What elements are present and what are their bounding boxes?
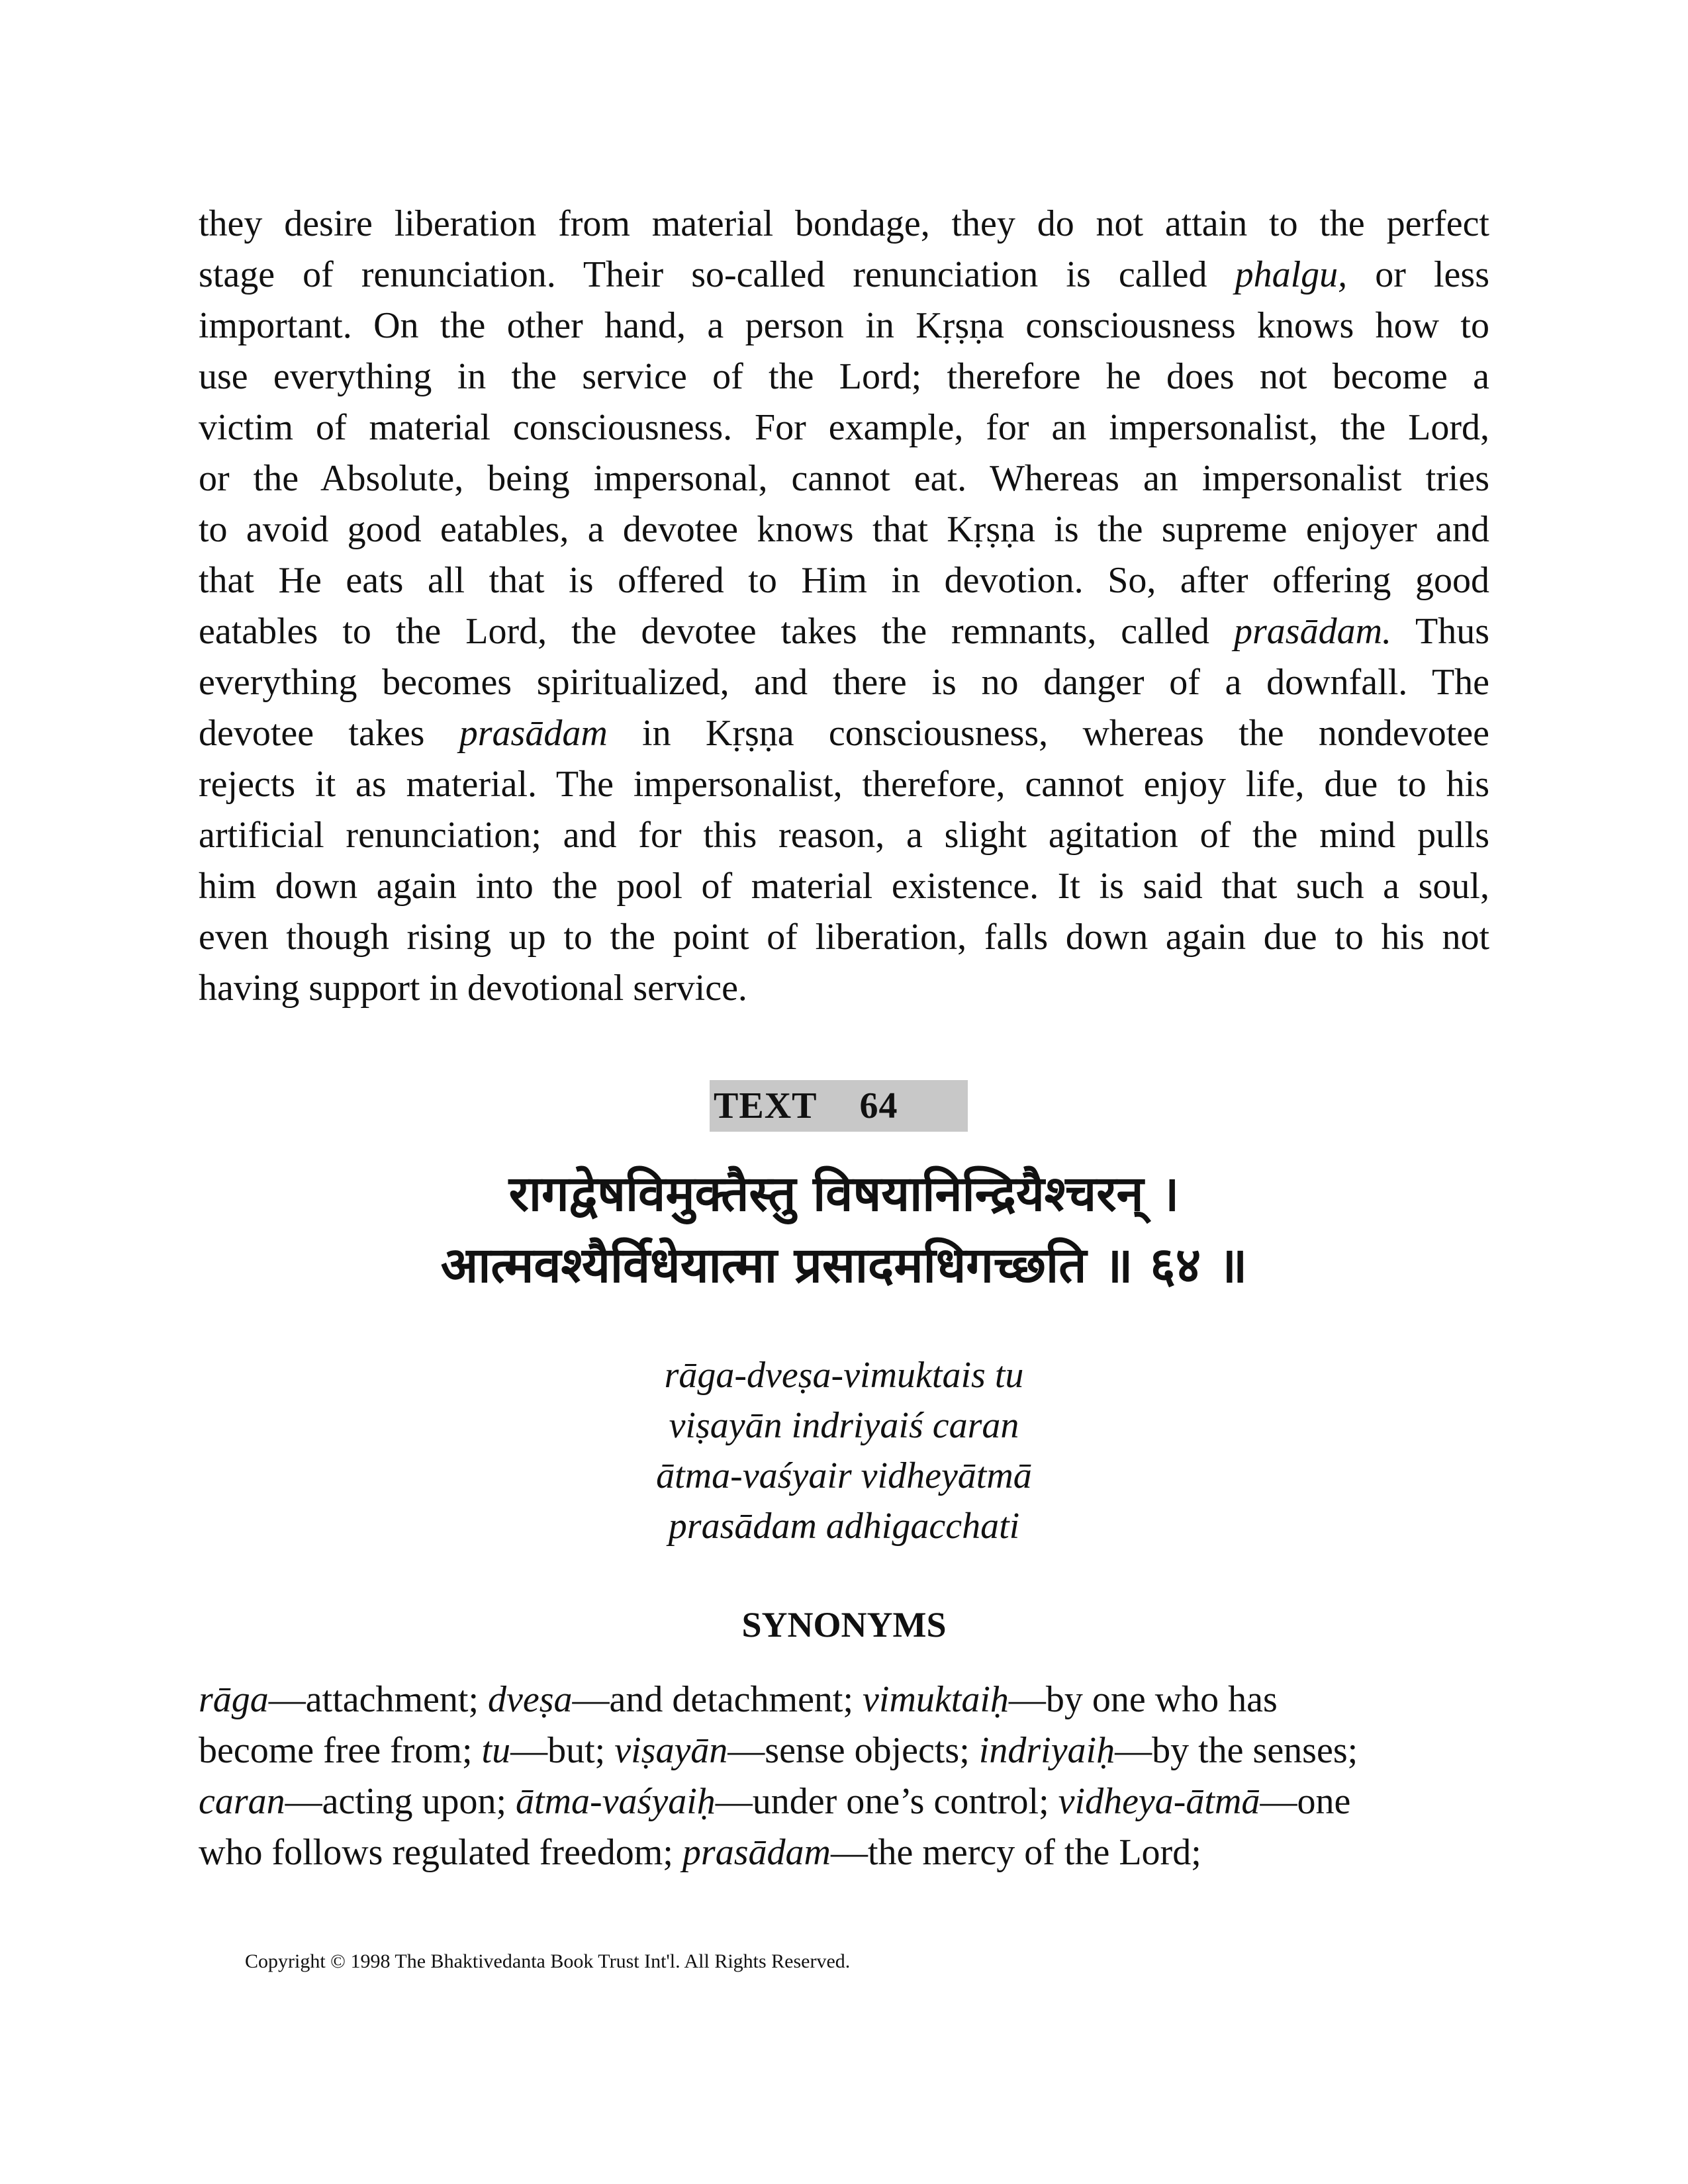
purport-line: they desire liberation from material bondage, they do not attain to the perfect	[199, 203, 1489, 244]
purport-line: that He eats all that is offered to Him in devotion. So, after offering good	[199, 560, 1489, 601]
purport-line: even though rising up to the point of liberation, falls down again due to his not	[199, 917, 1489, 958]
italic-term: tu	[481, 1730, 511, 1771]
synonym-line: rāga—attachment; dveṣa—and detachment; vimuktaiḥ—by one who has	[199, 1679, 1278, 1720]
italic-term: phalgu,	[1235, 254, 1348, 295]
purport-line: artificial renunciation; and for this reason, a slight agitation of the mind pulls	[199, 815, 1489, 856]
purport-line: or the Absolute, being impersonal, cannot eat. Whereas an impersonalist tries	[199, 458, 1489, 499]
synonyms-heading: SYNONYMS	[741, 1605, 947, 1645]
purport-line: him down again into the pool of material existence. It is said that such a soul,	[199, 866, 1489, 907]
purport-line: having support in devotional service.	[199, 968, 747, 1009]
italic-term: vimuktaiḥ	[863, 1679, 1009, 1720]
transliteration-line: viṣayān indriyaiś caran	[669, 1405, 1019, 1446]
italic-term: vidheya-ātmā	[1058, 1781, 1260, 1822]
verse-number-heading	[710, 1080, 968, 1132]
purport-text	[199, 199, 1489, 1014]
italic-term: dveṣa	[488, 1679, 573, 1720]
synonym-line: become free from; tu—but; viṣayān—sense objects; indriyaiḥ—by the senses;	[199, 1730, 1358, 1771]
text-label: TEXT	[714, 1085, 818, 1126]
synonyms-text	[199, 1674, 1489, 1878]
synonym-line: who follows regulated freedom; prasādam—the mercy of the Lord;	[199, 1832, 1201, 1873]
transliteration-line: rāga-dveṣa-vimuktais tu	[664, 1355, 1024, 1396]
sanskrit-line: रागद्वेषविमुक्तैस्तु विषयानिन्द्रियैश्चरन् ।	[508, 1165, 1180, 1222]
sanskrit-line: आत्मवश्यैर्विधेयात्मा प्रसादमधिगच्छति ॥ ६४ ॥	[440, 1237, 1248, 1294]
transliteration	[199, 1350, 1489, 1551]
italic-term: ātma-vaśyaiḥ	[516, 1781, 716, 1822]
purport-line: eatables to the Lord, the devotee takes the remnants, called prasādam. Thus	[199, 611, 1489, 652]
purport-line: victim of material consciousness. For example, for an impersonalist, the Lord,	[199, 407, 1489, 448]
purport-line: everything becomes spiritualized, and there is no danger of a downfall. The	[199, 662, 1489, 703]
sanskrit-verse	[199, 1158, 1489, 1301]
text-number: 64	[859, 1085, 898, 1126]
italic-term: indriyaiḥ	[978, 1730, 1115, 1771]
transliteration-line: prasādam adhigacchati	[668, 1506, 1020, 1547]
copyright-notice: Copyright © 1998 The Bhaktivedanta Book Trust Int'l. All Rights Reserved.	[245, 1950, 851, 1972]
italic-term: prasādam	[682, 1832, 831, 1873]
synonym-line: caran—acting upon; ātma-vaśyaiḥ—under one’s control; vidheya-ātmā—one	[199, 1781, 1351, 1822]
purport-line: devotee takes prasādam in Kṛṣṇa consciousness, whereas the nondevotee	[199, 713, 1489, 754]
italic-term: prasādam	[459, 713, 608, 754]
purport-line: use everything in the service of the Lord; therefore he does not become a	[199, 356, 1489, 397]
purport-line: to avoid good eatables, a devotee knows that Kṛṣṇa is the supreme enjoyer and	[199, 509, 1489, 550]
italic-term: caran	[199, 1781, 285, 1822]
italic-term: rāga	[199, 1679, 269, 1720]
purport-line: important. On the other hand, a person in Kṛṣṇa consciousness knows how to	[199, 305, 1489, 346]
purport-line: stage of renunciation. Their so-called renunciation is called phalgu, or less	[199, 254, 1489, 295]
purport-line: rejects it as material. The impersonalist, therefore, cannot enjoy life, due to his	[199, 764, 1489, 805]
transliteration-line: ātma-vaśyair vidheyātmā	[656, 1455, 1032, 1496]
italic-term: viṣayān	[614, 1730, 728, 1771]
italic-term: prasādam.	[1233, 611, 1392, 652]
